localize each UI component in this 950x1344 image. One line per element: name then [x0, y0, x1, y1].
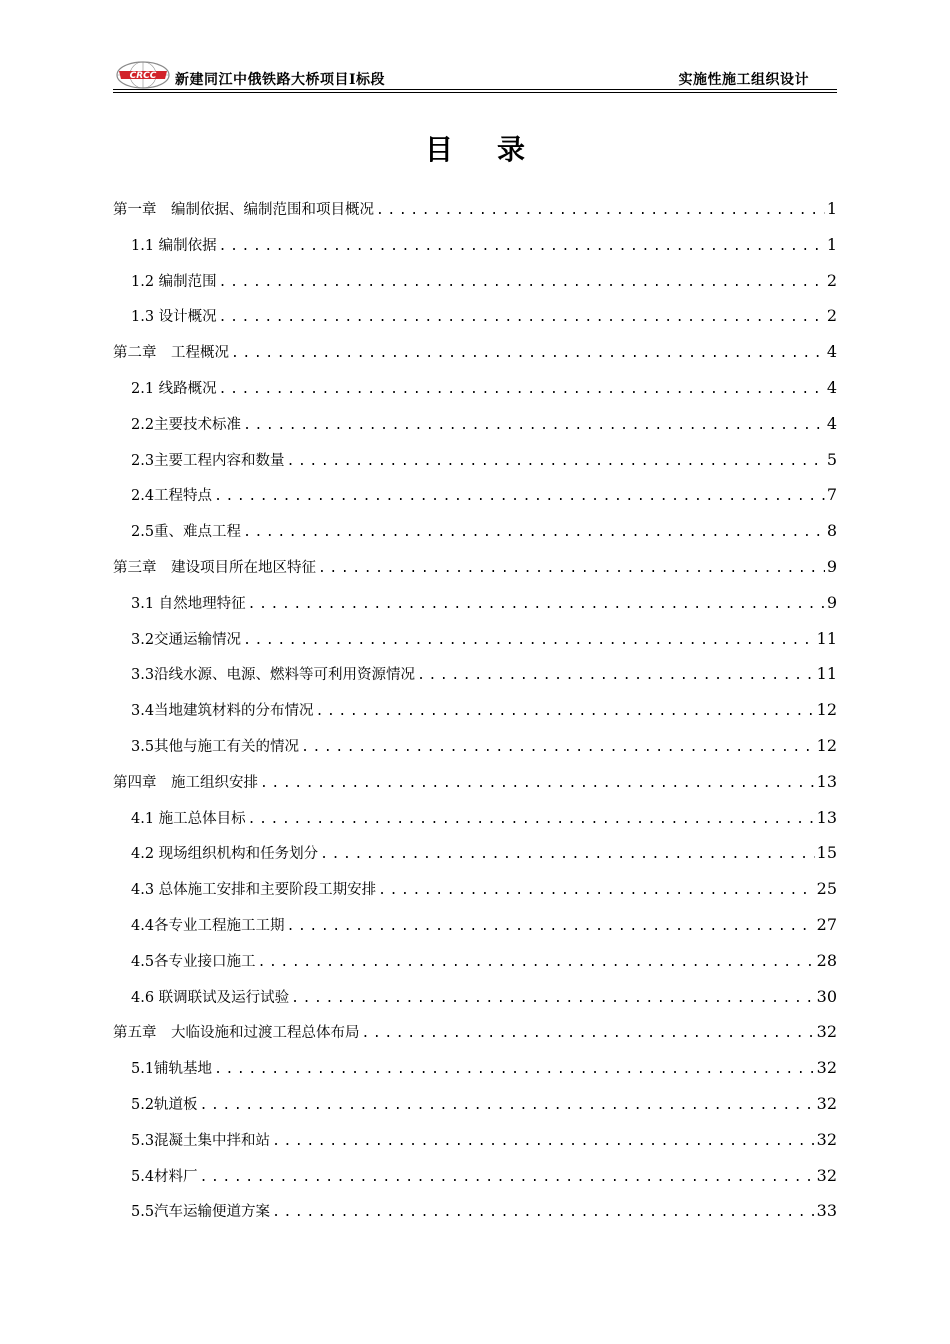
toc-leader-dots [214, 489, 825, 504]
toc-page-number: 30 [816, 986, 837, 1006]
toc-leader-dots [272, 1134, 815, 1149]
toc-section-entry[interactable] [113, 270, 837, 306]
toc-entry-title: 1.1 编制依据 [131, 237, 217, 254]
toc-entry-title: 2.3主要工程内容和数量 [131, 452, 285, 469]
toc-entry-title: 2.1 线路概况 [131, 380, 217, 397]
toc-section-entry[interactable] [113, 1093, 837, 1129]
toc-leader-dots [243, 525, 825, 540]
toc-page-number: 4 [826, 342, 837, 362]
toc-page-number: 1 [826, 234, 837, 254]
toc-page-number: 7 [826, 485, 837, 505]
toc-section-entry[interactable] [113, 699, 837, 735]
toc-entry-title: 5.1铺轨基地 [131, 1061, 213, 1078]
toc-page-number: 27 [816, 914, 837, 934]
toc-section-entry[interactable] [113, 377, 837, 413]
toc-leader-dots [219, 310, 825, 325]
toc-section-entry[interactable] [113, 914, 837, 950]
toc-leader-dots [214, 1062, 815, 1077]
toc-leader-dots [376, 203, 825, 218]
toc-leader-dots [200, 1098, 815, 1113]
toc-entry-title: 第四章 施工组织安排 [113, 774, 258, 791]
toc-entry-title: 3.5其他与施工有关的情况 [131, 738, 300, 755]
toc-title: 目录 [424, 133, 569, 166]
toc-chapter-entry[interactable] [113, 341, 837, 377]
page-header [113, 58, 837, 90]
toc-page-number: 4 [826, 413, 837, 433]
toc-leader-dots [258, 955, 815, 970]
toc-section-entry[interactable] [113, 807, 837, 843]
toc-entry-title: 1.3 设计概况 [131, 309, 217, 326]
toc-leader-dots [291, 991, 814, 1006]
toc-section-entry[interactable] [113, 663, 837, 699]
toc-section-entry[interactable] [113, 413, 837, 449]
toc-leader-dots [318, 561, 825, 576]
toc-entry-title: 4.1 施工总体目标 [131, 810, 246, 827]
toc-page-number: 32 [816, 1093, 837, 1113]
toc-page-number: 28 [816, 950, 837, 970]
toc-section-entry[interactable] [113, 628, 837, 664]
toc-page-number: 2 [826, 306, 837, 326]
table-of-contents [113, 198, 837, 1236]
toc-page-number: 12 [816, 700, 837, 720]
toc-section-entry[interactable] [113, 735, 837, 771]
toc-page-number: 5 [826, 449, 837, 469]
toc-section-entry[interactable] [113, 305, 837, 341]
toc-chapter-entry[interactable] [113, 198, 837, 234]
toc-entry-title: 1.2 编制范围 [131, 273, 217, 290]
toc-entry-title: 3.4当地建筑材料的分布情况 [131, 703, 314, 720]
toc-entry-title: 2.2主要技术标准 [131, 416, 242, 433]
toc-section-entry[interactable] [113, 1057, 837, 1093]
toc-entry-title: 第五章 大临设施和过渡工程总体布局 [113, 1025, 360, 1042]
toc-leader-dots [243, 633, 815, 648]
toc-entry-title: 2.5重、难点工程 [131, 524, 242, 541]
toc-entry-title: 5.2轨道板 [131, 1096, 198, 1113]
toc-leader-dots [219, 275, 825, 290]
toc-section-entry[interactable] [113, 1129, 837, 1165]
toc-page-number: 32 [816, 1022, 837, 1042]
header-divider [113, 89, 837, 90]
toc-section-entry[interactable] [113, 986, 837, 1022]
toc-leader-dots [219, 239, 825, 254]
toc-entry-title: 2.4工程特点 [131, 488, 213, 505]
document-type: 实施性施工组织设计 [678, 72, 809, 88]
toc-section-entry[interactable] [113, 484, 837, 520]
toc-leader-dots [287, 919, 815, 934]
toc-page-number: 15 [816, 843, 837, 863]
toc-entry-title: 4.6 联调联试及运行试验 [131, 989, 290, 1006]
toc-leader-dots [417, 668, 815, 683]
toc-page-number: 11 [816, 628, 837, 648]
toc-entry-title: 5.3混凝土集中拌和站 [131, 1132, 271, 1149]
toc-page-number: 9 [826, 592, 837, 612]
toc-entry-title: 第三章 建设项目所在地区特征 [113, 559, 316, 576]
toc-entry-title: 3.3沿线水源、电源、燃料等可利用资源情况 [131, 667, 416, 684]
toc-entry-title: 4.3 总体施工安排和主要阶段工期安排 [131, 882, 377, 899]
toc-section-entry[interactable] [113, 234, 837, 270]
toc-section-entry[interactable] [113, 1200, 837, 1236]
toc-leader-dots [316, 704, 815, 719]
toc-entry-title: 3.2交通运输情况 [131, 631, 242, 648]
toc-section-entry[interactable] [113, 950, 837, 986]
toc-leader-dots [248, 597, 825, 612]
toc-entry-title: 4.2 现场组织机构和任务划分 [131, 846, 319, 863]
toc-page-number: 9 [826, 556, 837, 576]
toc-chapter-entry[interactable] [113, 771, 837, 807]
toc-leader-dots [219, 382, 825, 397]
toc-leader-dots [287, 454, 825, 469]
toc-section-entry[interactable] [113, 878, 837, 914]
toc-leader-dots [200, 1170, 815, 1185]
toc-leader-dots [301, 740, 815, 755]
toc-section-entry[interactable] [113, 1165, 837, 1201]
toc-entry-title: 4.5各专业接口施工 [131, 953, 256, 970]
logo-text: CRCC [129, 71, 157, 81]
toc-section-entry[interactable] [113, 520, 837, 556]
toc-page-number: 32 [816, 1058, 837, 1078]
toc-page-number: 25 [816, 879, 837, 899]
toc-leader-dots [231, 346, 825, 361]
toc-leader-dots [243, 418, 825, 433]
toc-chapter-entry[interactable] [113, 1021, 837, 1057]
toc-page-number: 8 [826, 521, 837, 541]
toc-leader-dots [362, 1026, 815, 1041]
toc-entry-title: 5.5汽车运输便道方案 [131, 1204, 271, 1221]
toc-page-number: 32 [816, 1129, 837, 1149]
toc-leader-dots [260, 776, 815, 791]
toc-leader-dots [272, 1205, 815, 1220]
toc-entry-title: 第二章 工程概况 [113, 345, 229, 362]
crcc-logo [115, 60, 171, 90]
toc-entry-title: 第一章 编制依据、编制范围和项目概况 [113, 202, 374, 218]
toc-page-number: 12 [816, 735, 837, 755]
toc-entry-title: 4.4各专业工程施工工期 [131, 917, 285, 934]
toc-section-entry[interactable] [113, 592, 837, 628]
toc-page-number: 13 [816, 771, 837, 791]
toc-entry-title: 3.1 自然地理特征 [131, 595, 246, 612]
toc-section-entry[interactable] [113, 449, 837, 485]
toc-chapter-entry[interactable] [113, 556, 837, 592]
toc-page-number: 33 [816, 1201, 837, 1221]
header-divider-thin [113, 92, 837, 93]
toc-leader-dots [378, 883, 814, 898]
toc-page-number: 1 [826, 199, 837, 218]
toc-page-number: 4 [826, 377, 837, 397]
toc-section-entry[interactable] [113, 842, 837, 878]
toc-page-number: 11 [816, 664, 837, 684]
toc-page-number: 13 [816, 807, 837, 827]
toc-page-number: 32 [816, 1165, 837, 1185]
toc-leader-dots [248, 812, 815, 827]
project-title: 新建同江中俄铁路大桥项目Ⅰ标段 [175, 72, 386, 88]
toc-leader-dots [320, 847, 814, 862]
toc-entry-title: 5.4材料厂 [131, 1168, 198, 1185]
toc-page-number: 2 [826, 270, 837, 290]
